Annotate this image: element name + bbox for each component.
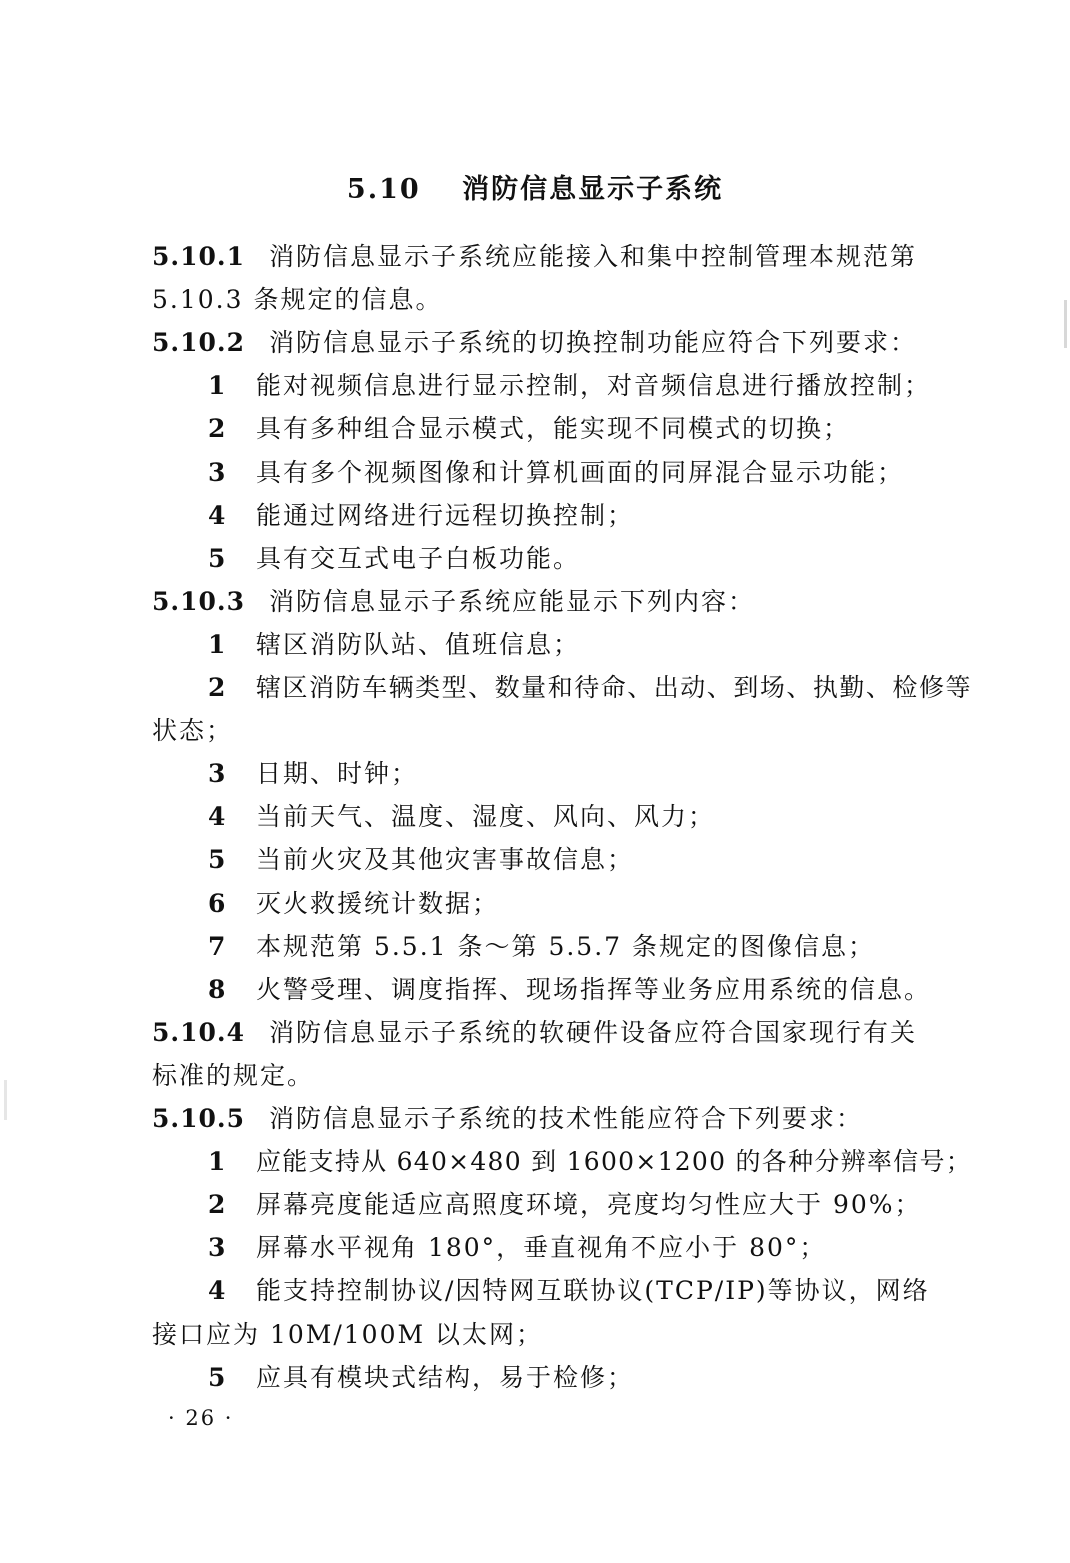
item-number: 4: [208, 500, 228, 530]
list-item: [0, 1142, 1070, 1182]
line-text: 灭火救援统计数据；: [256, 888, 500, 918]
item-number: 5: [208, 543, 228, 573]
clause-number: 5.10.2: [152, 328, 245, 358]
line-text: 5.10.3 条规定的信息。: [152, 285, 443, 315]
list-item: [0, 927, 1070, 967]
item-number: 7: [208, 931, 228, 961]
line-text: 当前天气、温度、湿度、风向、风力；: [256, 802, 716, 832]
item-number: 3: [208, 759, 228, 789]
section-title: 消防信息显示子系统: [462, 174, 724, 205]
continuation-line: [0, 280, 1070, 320]
item-number: 3: [208, 457, 228, 487]
line-text: 能通过网络进行远程切换控制；: [256, 500, 635, 530]
item-number: 5: [208, 845, 228, 875]
list-item: [0, 1228, 1070, 1268]
line-text: 本规范第 5.5.1 条～第 5.5.7 条规定的图像信息；: [256, 931, 876, 961]
list-item: [0, 754, 1070, 794]
item-number: 4: [208, 802, 228, 832]
line-text: 辖区消防车辆类型、数量和待命、出动、到场、执勤、检修等: [256, 673, 972, 702]
line-text: 能支持控制协议/因特网互联协议(TCP/IP)等协议，网络: [256, 1276, 930, 1306]
line-text: 消防信息显示子系统应能接入和集中控制管理本规范第: [269, 242, 918, 271]
clause-number: 5.10.5: [152, 1104, 245, 1133]
clause-line: [0, 237, 1070, 277]
item-number: 5: [208, 1362, 228, 1392]
item-number: 2: [208, 414, 228, 444]
list-item: [0, 496, 1070, 536]
line-text: 辖区消防队站、值班信息；: [256, 629, 581, 659]
list-item: [0, 884, 1070, 924]
clause-line: [0, 1013, 1070, 1053]
item-number: 4: [208, 1276, 228, 1306]
line-text: 具有多种组合显示模式，能实现不同模式的切换；: [256, 414, 851, 444]
continuation-line: [0, 711, 1070, 751]
line-text: 能对视频信息进行显示控制，对音频信息进行播放控制；: [256, 371, 932, 401]
line-text: 接口应为 10M/100M 以太网；: [152, 1319, 544, 1349]
line-text: 当前火灾及其他灾害事故信息；: [256, 845, 635, 875]
page-number: · 26 ·: [168, 1406, 234, 1430]
scan-edge-mark-left: [4, 1080, 7, 1120]
clause-number: 5.10.4: [152, 1017, 245, 1047]
line-text: 消防信息显示子系统的技术性能应符合下列要求：: [269, 1104, 864, 1133]
clause-number: 5.10.3: [152, 586, 245, 616]
section-heading: [0, 170, 1070, 210]
list-item: [0, 1271, 1070, 1311]
item-number: 8: [208, 974, 228, 1004]
scan-edge-mark: [1064, 300, 1067, 348]
clause-line: [0, 1099, 1070, 1139]
list-item: [0, 970, 1070, 1010]
list-item: [0, 668, 1070, 708]
line-text: 屏幕亮度能适应高照度环境，亮度均匀性应大于 90%；: [256, 1190, 922, 1220]
line-text: 标准的规定。: [152, 1060, 315, 1090]
clause-line: [0, 582, 1070, 622]
section-number: 5.10: [346, 174, 421, 205]
list-item: [0, 1185, 1070, 1225]
list-item: [0, 625, 1070, 665]
line-text: 消防信息显示子系统的切换控制功能应符合下列要求：: [269, 328, 918, 358]
item-number: 2: [208, 673, 227, 702]
clause-number: 5.10.1: [152, 242, 245, 271]
item-number: 3: [208, 1233, 228, 1263]
line-text: 火警受理、调度指挥、现场指挥等业务应用系统的信息。: [256, 974, 932, 1004]
continuation-line: [0, 1056, 1070, 1096]
line-text: 状态；: [152, 716, 234, 746]
list-item: [0, 366, 1070, 406]
line-text: 日期、时钟；: [256, 759, 419, 789]
list-item: [0, 797, 1070, 837]
item-number: 6: [208, 888, 228, 918]
list-item: [0, 453, 1070, 493]
list-item: [0, 409, 1070, 449]
item-number: 1: [208, 371, 228, 401]
list-item: [0, 539, 1070, 579]
line-text: 具有交互式电子白板功能。: [256, 543, 581, 573]
line-text: 具有多个视频图像和计算机画面的同屏混合显示功能；: [256, 457, 905, 487]
item-number: 2: [208, 1190, 228, 1220]
line-text: 应具有模块式结构，易于检修；: [256, 1362, 635, 1392]
item-number: 1: [208, 1147, 227, 1177]
line-text: 消防信息显示子系统应能显示下列内容：: [269, 586, 756, 616]
line-text: 消防信息显示子系统的软硬件设备应符合国家现行有关: [269, 1017, 918, 1047]
continuation-line: [0, 1315, 1070, 1355]
list-item: [0, 1358, 1070, 1398]
line-text: 屏幕水平视角 180°，垂直视角不应小于 80°；: [256, 1233, 827, 1263]
item-number: 1: [208, 629, 228, 659]
line-text: 应能支持从 640×480 到 1600×1200 的各种分辨率信号；: [256, 1147, 972, 1177]
list-item: [0, 840, 1070, 880]
clause-line: [0, 323, 1070, 363]
